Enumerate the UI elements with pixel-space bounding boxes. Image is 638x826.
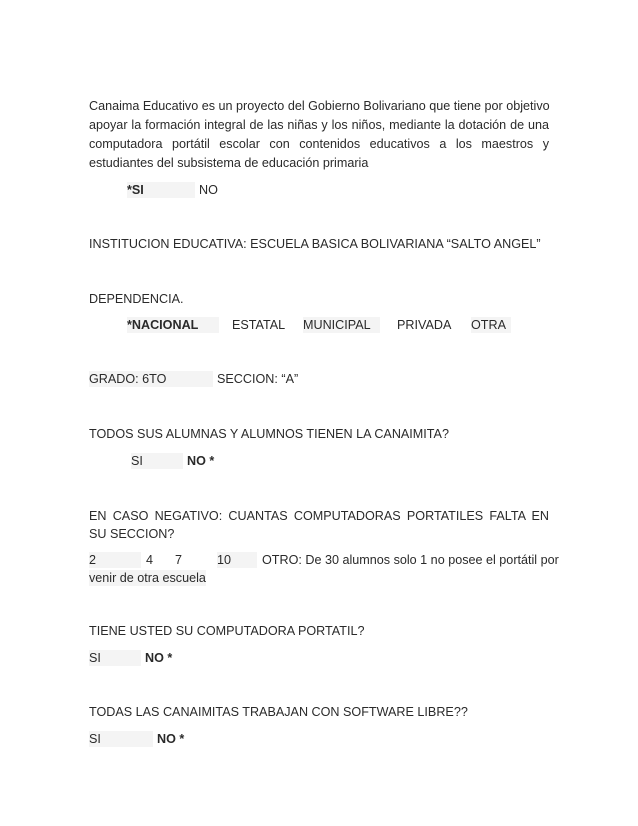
q5-option-no: NO * [157,732,185,746]
intro-line: estudiantes del subsistema de educación primaria [89,156,369,170]
q4-option-si: SI [89,650,141,666]
dependencia-option-estatal: ESTATAL [232,318,286,332]
dependencia-option-privada: PRIVADA [397,318,452,332]
grado-label: GRADO: 6TO [89,371,213,387]
intro-paragraph [89,97,549,173]
q5-option-si: SI [89,731,153,747]
q3-question-line: SU SECCION? [89,527,175,541]
q1-option-si: *SI [127,182,195,198]
intro-line: apoyar la formación integral de las niñas y los niños, mediante la dotación de una [89,118,549,132]
institucion-line: INSTITUCION EDUCATIVA: ESCUELA BASICA BOLIVARIANA “SALTO ANGEL” [89,237,541,251]
q3-answer-otro: OTRO: De 30 alumnos solo 1 no posee el portátil por [262,553,559,567]
q2-option-no: NO * [187,454,215,468]
q5-question: TODAS LAS CANAIMITAS TRABAJAN CON SOFTWARE LIBRE?? [89,705,468,719]
dependencia-option-otra: OTRA [471,317,511,333]
intro-line: computadora portátil escolar con contenidos educativos a los maestros y [89,137,549,151]
q4-question: TIENE USTED SU COMPUTADORA PORTATIL? [89,624,365,638]
q3-question [89,507,549,543]
q3-answer-4: 4 [146,553,154,567]
q4-option-no: NO * [145,651,173,665]
q3-answer-continued: venir de otra escuela [89,571,206,585]
q3-answer-2: 2 [89,552,141,568]
q1-option-no: NO [199,183,218,197]
intro-line: Canaima Educativo es un proyecto del Gobierno Bolivariano que tiene por objetivo [89,99,550,113]
dependencia-option-nacional: *NACIONAL [127,317,219,333]
q3-answer-10: 10 [217,552,257,568]
q2-question: TODOS SUS ALUMNAS Y ALUMNOS TIENEN LA CANAIMITA? [89,427,449,441]
dependencia-label: DEPENDENCIA. [89,292,184,306]
seccion-label: SECCION: “A” [217,372,299,386]
q2-option-si: SI [131,453,183,469]
dependencia-option-municipal: MUNICIPAL [303,317,380,333]
q3-answer-7: 7 [175,553,183,567]
q3-question-line: EN CASO NEGATIVO: CUANTAS COMPUTADORAS PORTATILES FALTA EN [89,509,549,523]
